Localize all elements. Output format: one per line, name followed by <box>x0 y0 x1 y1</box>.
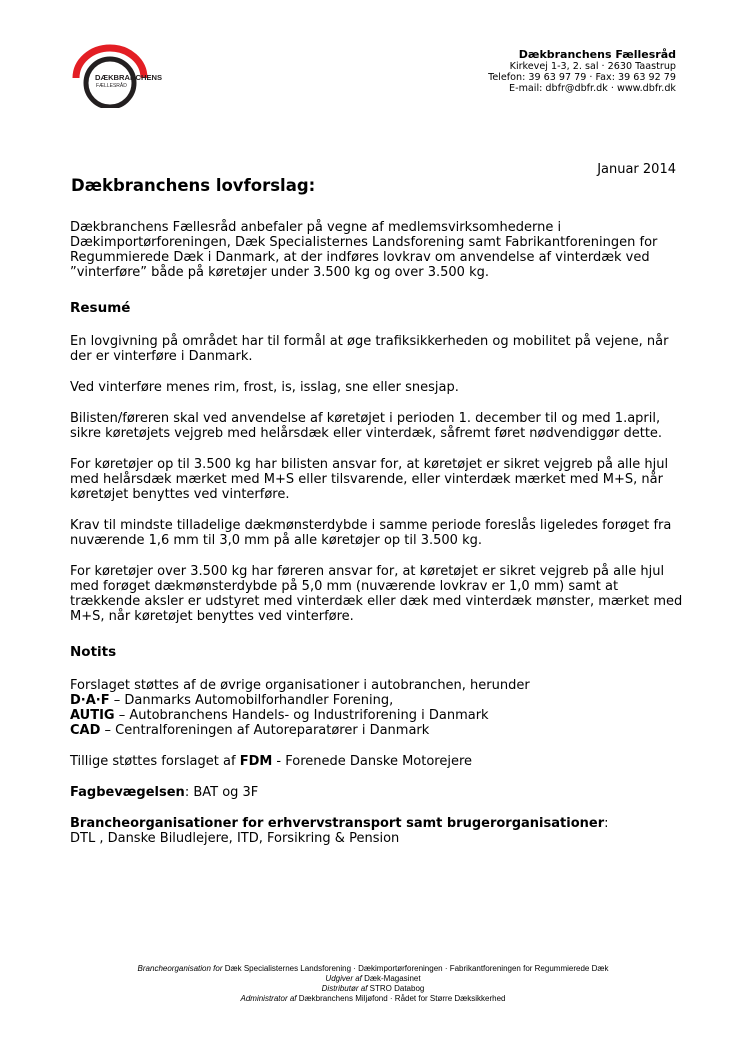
support-org <box>70 723 690 738</box>
footer-value: STRO Databog <box>367 984 425 993</box>
support-org <box>70 708 690 723</box>
footer-label: Administrator af <box>240 994 297 1003</box>
resume-heading: Resumé <box>70 300 131 316</box>
org-abbr: D·A·F <box>70 693 110 708</box>
document-body <box>70 176 690 862</box>
logo-text: DÆKBRANCHENS <box>95 73 163 82</box>
also-suffix: - Forenede Danske Motorejere <box>272 754 473 769</box>
footer-value: Dæk Specialisternes Landsforening · Dækimportørforeningen · Fabrikantforeningen for Regummierede Dæk <box>222 964 609 973</box>
org-address: Kirkevej 1-3, 2. sal · 2630 Taastrup <box>509 61 676 72</box>
also-prefix: Tillige støttes forslaget af <box>70 754 240 769</box>
resume-paragraph: Krav til mindste tilladelige dækmønsterdybde i samme periode foreslås ligeledes forøget fra nuværende 1,6 mm til 3,0 mm på alle køretøjer op til 3.500 kg. <box>70 518 672 548</box>
logo-subtext: FÆLLESRÅD <box>96 83 127 89</box>
transport-value: DTL , Danske Biludlejere, ITD, Forsikring & Pension <box>70 831 400 846</box>
document-date: Januar 2014 <box>597 162 676 177</box>
also-supported <box>70 754 690 769</box>
resume-paragraph: For køretøjer over 3.500 kg har føreren ansvar for, at køretøjet er sikret vejgreb på alle hjul med forøget dækmønsterdybde på 5,0 mm (nuværende lovkrav er 1,0 mm) samt at trækkende aksler er udstyret med vinterdæk eller dæk med vinterdæk mønster, mærket med M+S, når køretøjet benyttes ved vinterføre. <box>70 564 683 624</box>
footer-line <box>0 994 746 1004</box>
footer-label: Distributør af <box>321 984 368 993</box>
intro-paragraph: Dækbranchens Fællesråd anbefaler på vegne af medlemsvirksomhederne i Dækimportørforeningen, Dæk Specialisternes Landsforening samt Fabrikantforeningen for Regummierede Dæk i Danmark, at der indføres lovkrav om anvendelse af vinterdæk ved ”vinterføre” både på køretøjer under 3.500 kg og over 3.500 kg. <box>70 220 658 280</box>
org-phone-fax: Telefon: 39 63 97 79 · Fax: 39 63 92 79 <box>488 72 676 83</box>
footer-label: Udgiver af <box>325 974 362 983</box>
notits-heading: Notits <box>70 644 117 660</box>
org-name: Dækbranchens Fællesråd <box>518 48 676 61</box>
union-value: : BAT og 3F <box>184 785 259 800</box>
org-desc: – Danmarks Automobilforhandler Forening, <box>109 693 394 708</box>
footer-line <box>0 964 746 974</box>
org-desc: – Autobranchens Handels- og Industriforening i Danmark <box>114 708 489 723</box>
also-abbr: FDM <box>239 754 273 769</box>
page-footer <box>0 964 746 1004</box>
resume-paragraph: En lovgivning på området har til formål at øge trafiksikkerheden og mobilitet på vejene, når der er vinterføre i Danmark. <box>70 334 669 364</box>
org-desc: – Centralforeningen af Autoreparatører i Danmark <box>100 723 430 738</box>
footer-line <box>0 974 746 984</box>
resume-paragraph: For køretøjer op til 3.500 kg har bilisten ansvar for, at køretøjet er sikret vejgreb på alle hjul med helårsdæk mærket med M+S eller tilsvarende, eller vinterdæk mærket med M+S, når køretøjet benyttes ved vinterføre. <box>70 457 669 502</box>
dbfr-logo <box>70 40 180 108</box>
resume-paragraph: Bilisten/føreren skal ved anvendelse af køretøjet i perioden 1. december til og med 1.april, sikre køretøjets vejgreb med helårsdæk eller vinterdæk, såfremt føret nødvendiggør dette. <box>70 411 663 441</box>
footer-label: Brancheorganisation for <box>137 964 223 973</box>
footer-value: Dæk-Magasinet <box>361 974 421 983</box>
org-header <box>488 48 676 94</box>
resume-paragraph: Ved vinterføre menes rim, frost, is, isslag, sne eller snesjap. <box>70 380 459 395</box>
footer-value: Dækbranchens Miljøfond · Rådet for Større Dæksikkerhed <box>296 994 506 1003</box>
org-abbr: AUTIG <box>70 708 115 723</box>
support-intro: Forslaget støttes af de øvrige organisationer i autobranchen, herunder <box>70 678 530 693</box>
org-email-web: E-mail: dbfr@dbfr.dk · www.dbfr.dk <box>509 83 676 94</box>
union-support <box>70 785 690 800</box>
support-list <box>70 678 690 738</box>
transport-label: Brancheorganisationer for erhvervstransport samt brugerorganisationer <box>70 816 605 831</box>
union-label: Fagbevægelsen <box>70 785 185 800</box>
document-title: Dækbranchens lovforslag: <box>71 176 316 195</box>
footer-line <box>0 984 746 994</box>
org-abbr: CAD <box>70 723 101 738</box>
transport-colon: : <box>604 816 609 831</box>
transport-support <box>70 816 690 846</box>
support-org <box>70 693 690 708</box>
